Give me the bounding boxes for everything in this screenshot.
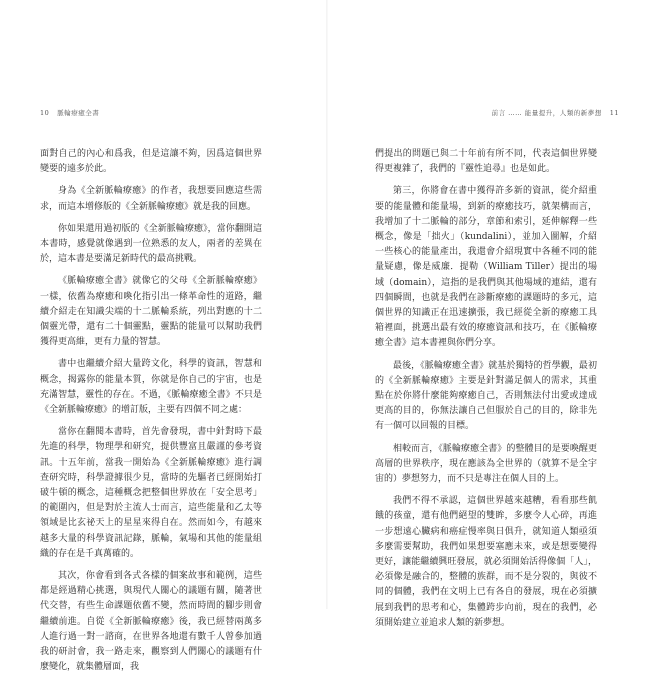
right-page <box>328 0 655 628</box>
left-page <box>0 0 327 673</box>
left-page-number: 10 <box>40 109 50 117</box>
left-running-head <box>40 108 99 117</box>
paragraph: 面對自己的內心和爲我，但是這讓不夠，因爲這個世界變要的遠多於此。 <box>40 149 262 175</box>
paragraph: 我們不得不承認，這個世界越來越糟，看看那些飢餓的孩童，還有他們絕望的雙眸，多麼令人心碎，再進一步想遠心臟病和癌症慢率與日俱升，就知道人類亟須多麼需要幫助，我們如果想要塞應未來，或是想要變得更好，讓能繼續興旺發展，就必須開始活得像個「人」，必須像是融合的，整體的族群，而不是分裂的，與彼不同的個體，我們在文明上已有各自的發展，現在必須擴展到我們的思考和心，集體跨步向前，現在的我們，必須開始建立並追求人類的新夢想。 <box>375 496 597 628</box>
right-page-number: 11 <box>609 109 619 117</box>
paragraph: 當你在翻閱本書時，首先會發現，書中針對時下最先進的科學，物理學和研究，提供豐富且嚴謹的參考資訊。十五年前，當我一開始為《全新脈輪療癒》進行調查研究時，科學證據很少見，當時的先驅者已經開始打破牛頓的概念，這種概念把整個世界放在「安全思考」的範圍內，但是對於主流人士而言，這些能量和乙太等領域是比玄祕天上的星星來得自在。然而如今，有越來越多大量的科學資訊記錄，脈輪，氣場和其他的能量組織的存在是千真萬確的。 <box>40 427 262 559</box>
paragraph: 書中也繼續介紹大量跨文化，科學的資訊，智慧和概念，揭露你的能量本質，你就是你自己的宇宙，也是充滿智慧，靈性的存在。不過，《脈輪療癒全書》不只是《全新脈輪療癒》的增訂版，主要有四個不同之處： <box>40 359 262 416</box>
paragraph: 相較而言，《脈輪療癒全書》的整體目的是要喚醒更高層的世界秩序，現在應該為全世界的（就算不是全宇宙的）夢想努力，而不只是專注在個人目的上。 <box>375 443 597 485</box>
right-running-head <box>492 108 619 117</box>
paragraph: 《脈輪療癒全書》就像它的父母《全新脈輪療癒》一樣，依舊為療癒和喚化指引出一條革命性的道路，繼續介紹走在知識尖端的十二脈輪系統，列出對應的十二個靈光帶，還有二十個靈點，靈點的能量可以幫助我們獲得更高維，更有力量的智慧。 <box>40 276 262 348</box>
paragraph: 們提出的問題已與二十年前有所不同，代表這個世界變得更複雜了，我們的『靈性追尋』也是如此。 <box>375 149 597 175</box>
paragraph: 最後，《脈輪療癒全書》就基於獨特的哲學觀，最初的《全新脈輪療癒》主要是針對滿足個人的需求，其重點在於你將什麼能夠療癒自己，否則無法付出愛或達成更高的目的，你無法讓自己但服於自己的目的，除非先有一個可以回報的目標。 <box>375 360 597 432</box>
paragraph: 你如果還用過初版的《全新脈輪療癒》，當你翻開這本書時，感覺就像遇到一位熟悉的友人，兩者的差異在於，這本書是要滿足新時代的最高挑戰。 <box>40 223 262 265</box>
right-body-text <box>375 147 597 638</box>
left-running-head-title: 脈輪療癒全書 <box>57 109 100 117</box>
left-body-text <box>40 147 262 683</box>
paragraph: 第三，你將會在書中獲得許多新的資訊，從介紹重要的能量體和能量場，到新的療癒技巧，就架構而言，我增加了十二脈輪的部分，章節和索引，延伸解釋一些概念，像是「拙火」（kundalini），並加入圖解，介紹一些核心的能量產出，我還會介紹現實中各種不同的能量疑慮，像是威廉．提勒（William Tiller）提出的場域（domain），這指的是我們與其他場域的連結，還有四個瞬間，也就是我們在診斷療癒的課題時的多元，這個世界的知識正在迅速擴張，我已經從全新的療癒工具箱裡面，挑選出最有效的療癒資訊和技巧，在《脈輪療癒全書》這本書裡與你們分享。 <box>375 186 597 349</box>
right-running-head-title: 前言 …… 能量提升，人類的新夢想 <box>491 109 602 117</box>
paragraph: 身為《全新脈輪療癒》的作者，我想要回應這些需求，而這本增修版的《全新脈輪療癒》就是我的回應。 <box>40 186 262 212</box>
paragraph: 其次，你會看到各式各樣的個案故事和範例，這些都是經過精心挑選，與現代人關心的議題有關，隨著世代交替，有些生命課題依舊不變，然而時間的腳步則會繼續前進。自從《全新脈輪療癒》後，我已經替兩萬多人進行過一對一諮商，在世界各地還有數千人曾參加過我的研討會，我一路走來，觀察到人們關心的議題有什麼變化，就集體層面，我 <box>40 571 262 673</box>
